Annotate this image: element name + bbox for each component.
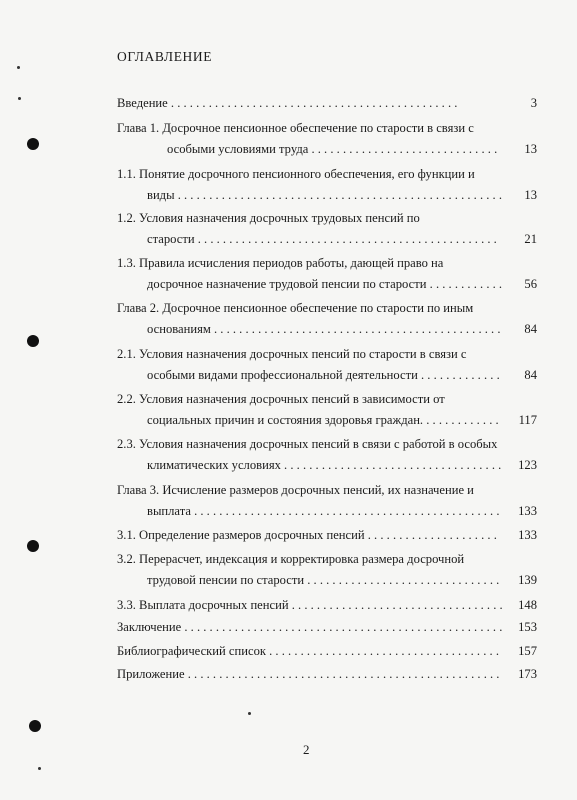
- toc-entry-section-1-3: 1.3. Правила исчисления периодов работы, дающей право на: [117, 256, 444, 270]
- scan-speck: [248, 712, 251, 715]
- toc-entry-section-2-2-cont: социальных причин и состояния здоровья граждан. . . . . . . . . . . . .: [147, 413, 499, 427]
- binder-hole-4: [29, 720, 41, 732]
- toc-entry-chapter-2-cont: основаниям . . . . . . . . . . . . . . . . . . . . . . . . . . . . . . . . . . . . . . . . . . . . . .: [147, 322, 501, 336]
- toc-entry-section-3-2: 3.2. Перерасчет, индексация и корректировка размера досрочной: [117, 552, 465, 566]
- toc-page-number: 139: [518, 573, 537, 587]
- toc-entry-section-2-2: 2.2. Условия назначения досрочных пенсий в зависимости от: [117, 392, 445, 406]
- binder-hole-1: [27, 138, 39, 150]
- toc-page-number: 21: [524, 232, 537, 246]
- toc-entry-section-1-3-cont: досрочное назначение трудовой пенсии по старости . . . . . . . . . . . .: [147, 277, 503, 291]
- scan-speck: [38, 767, 41, 770]
- toc-page-number: 3: [530, 96, 537, 110]
- toc-page-number: 84: [524, 322, 537, 336]
- toc-page-number: 133: [518, 504, 537, 518]
- toc-entry-section-3-3: 3.3. Выплата досрочных пенсий . . . . . . . . . . . . . . . . . . . . . . . . . . . . . . . . . .: [117, 598, 503, 612]
- toc-page-number: 117: [518, 413, 537, 427]
- toc-entry-chapter-1: Глава 1. Досрочное пенсионное обеспечение по старости в связи с: [117, 121, 474, 135]
- toc-entry-chapter-3: Глава 3. Исчисление размеров досрочных пенсий, их назначение и: [117, 483, 474, 497]
- toc-entry-section-2-1-cont: особыми видами профессиональной деятельности . . . . . . . . . . . . .: [147, 368, 500, 382]
- toc-page-number: 173: [518, 667, 537, 681]
- toc-entry-section-1-2-cont: старости . . . . . . . . . . . . . . . . . . . . . . . . . . . . . . . . . . . . . . . . . . . . . . . .: [147, 232, 497, 246]
- toc-entry-section-2-1: 2.1. Условия назначения досрочных пенсий по старости в связи с: [117, 347, 467, 361]
- scan-speck: [18, 97, 21, 100]
- toc-page-number: 153: [518, 620, 537, 634]
- toc-entry-section-3-2-cont: трудовой пенсии по старости . . . . . . . . . . . . . . . . . . . . . . . . . . . . . . .: [147, 573, 500, 587]
- toc-entry-chapter-3-cont: выплата . . . . . . . . . . . . . . . . . . . . . . . . . . . . . . . . . . . . . . . . . . . . . . . . .: [147, 504, 500, 518]
- page-title: ОГЛАВЛЕНИЕ: [117, 49, 213, 64]
- scan-speck: [17, 66, 20, 69]
- toc-entry-section-1-1-cont: виды . . . . . . . . . . . . . . . . . . . . . . . . . . . . . . . . . . . . . . . . . . . . . . . . . . . .: [147, 188, 502, 202]
- toc-entry-section-3-1: 3.1. Определение размеров досрочных пенсий . . . . . . . . . . . . . . . . . . . . .: [117, 528, 497, 542]
- page-number: 2: [303, 742, 310, 757]
- toc-entry-section-1-2: 1.2. Условия назначения досрочных трудовых пенсий по: [117, 211, 420, 225]
- toc-page-number: 133: [518, 528, 537, 542]
- toc-entry-chapter-1-cont: особыми условиями труда . . . . . . . . . . . . . . . . . . . . . . . . . . . . . .: [167, 142, 498, 156]
- binder-hole-3: [27, 540, 39, 552]
- toc-page-number: 148: [518, 598, 537, 612]
- toc-entry-section-1-1: 1.1. Понятие досрочного пенсионного обеспечения, его функции и: [117, 167, 475, 181]
- toc-page-number: 157: [518, 644, 537, 658]
- toc-page-number: 56: [524, 277, 537, 291]
- toc-page-number: 13: [524, 142, 537, 156]
- toc-entry-section-2-3-cont: климатических условиях . . . . . . . . . . . . . . . . . . . . . . . . . . . . . . . . . . .: [147, 458, 502, 472]
- toc-page-number: 13: [524, 188, 537, 202]
- toc-entry-chapter-2: Глава 2. Досрочное пенсионное обеспечение по старости по иным: [117, 301, 474, 315]
- toc-page-number: 123: [518, 458, 537, 472]
- toc-entry-appendix: Приложение . . . . . . . . . . . . . . . . . . . . . . . . . . . . . . . . . . . . . . . . . . . . . . . . . .: [117, 667, 500, 681]
- toc-entry-conclusion: Заключение . . . . . . . . . . . . . . . . . . . . . . . . . . . . . . . . . . . . . . . . . . . . . . . . . . .: [117, 620, 503, 634]
- toc-entry-intro: Введение . . . . . . . . . . . . . . . . . . . . . . . . . . . . . . . . . . . . . . . . . . . . . .: [117, 96, 458, 110]
- toc-page-number: 84: [524, 368, 537, 382]
- binder-hole-2: [27, 335, 39, 347]
- toc-entry-section-2-3: 2.3. Условия назначения досрочных пенсий в связи с работой в особых: [117, 437, 498, 451]
- toc-entry-bibliography: Библиографический список . . . . . . . . . . . . . . . . . . . . . . . . . . . . . . . . . . . . .: [117, 644, 499, 658]
